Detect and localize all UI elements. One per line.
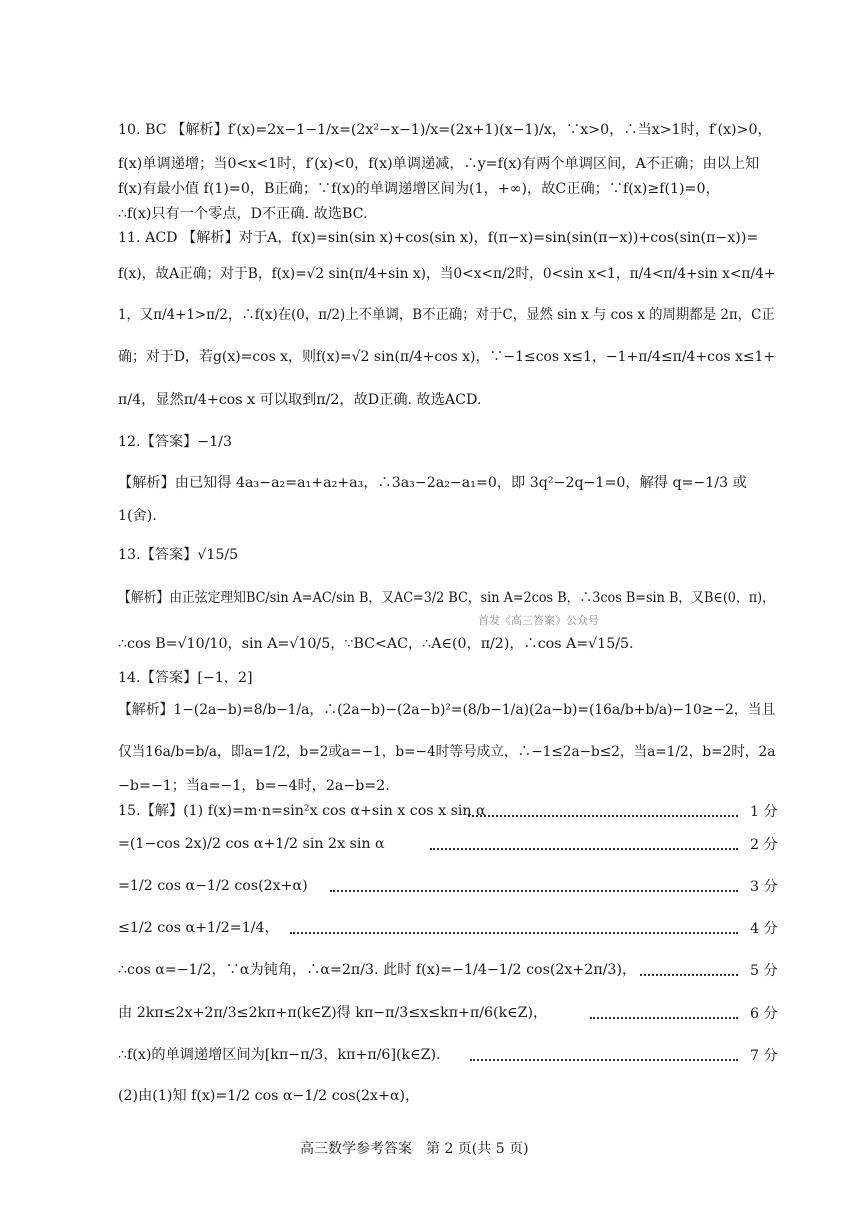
text-line: ∴f(x)只有一个零点，D不正确. 故选BC. — [118, 206, 368, 222]
page-footer: 高三数学参考答案 第 2 页(共 5 页) — [300, 1141, 529, 1157]
text-line: f(x)，故A正确；对于B，f(x)=√2 sin(π/4+sin x)，当0<x<π/2时，0<sin x<1，π/4<π/4+sin x<π/4+ — [118, 266, 776, 282]
text-line: 1(舍). — [118, 508, 157, 524]
dot-leader — [430, 848, 738, 850]
text-line: 11. ACD 【解析】对于A，f(x)=sin(sin x)+cos(sin x)，f(π−x)=sin(sin(π−x))+cos(sin(π−x))= — [118, 230, 759, 246]
score-mark: 2 分 — [750, 837, 778, 853]
text-line: (2)由(1)知 f(x)=1/2 cos α−1/2 cos(2x+α)， — [118, 1088, 420, 1104]
text-line: 【解析】由已知得 4a₃−a₂=a₁+a₂+a₃，∴3a₃−2a₂−a₁=0，即 3q²−2q−1=0，解得 q=−1/3 或 — [118, 475, 747, 491]
answer-heading: 13.【答案】√15/5 — [118, 547, 239, 563]
dot-leader — [590, 1017, 738, 1019]
text-line: ∴cos α=−1/2，∵α为钝角，∴α=2π/3. 此时 f(x)=−1/4−1/2 cos(2x+2π/3)， — [118, 962, 637, 978]
dot-leader — [640, 974, 738, 976]
text-line: 确；对于D，若g(x)=cos x，则f(x)=√2 sin(π/4+cos x)，∵−1≤cos x≤1，−1+π/4≤π/4+cos x≤1+ — [118, 349, 776, 365]
text-line: π/4，显然π/4+cos x 可以取到π/2，故D正确. 故选ACD. — [118, 392, 482, 408]
dot-leader — [290, 932, 738, 934]
dot-leader — [468, 815, 738, 817]
score-mark: 4 分 — [750, 921, 778, 937]
text-line: ≤1/2 cos α+1/2=1/4， — [118, 920, 279, 936]
text-line: 仅当16a/b=b/a，即a=1/2，b=2或a=−1，b=−4时等号成立，∴−1≤2a−b≤2，当a=1/2，b=2时，2a — [118, 744, 776, 760]
text-line: =1/2 cos α−1/2 cos(2x+α) — [118, 878, 308, 894]
text-line: ∴cos B=√10/10，sin A=√10/5，∵BC<AC，∴A∈(0，π/2)，∴cos A=√15/5. — [118, 636, 634, 652]
score-mark: 6 分 — [750, 1006, 778, 1022]
dot-leader — [330, 890, 738, 892]
text-line: ∴f(x)的单调递增区间为[kπ−π/3，kπ+π/6](k∈Z). — [118, 1047, 441, 1063]
score-mark: 7 分 — [750, 1048, 778, 1064]
answer-heading: 12.【答案】−1/3 — [118, 434, 233, 450]
score-mark: 3 分 — [750, 879, 778, 895]
text-line: 10. BC 【解析】f′(x)=2x−1−1/x=(2x²−x−1)/x=(2x+1)(x−1)/x，∵x>0，∴当x>1时，f′(x)>0， — [118, 122, 772, 138]
dot-leader — [470, 1059, 738, 1061]
score-mark: 1 分 — [750, 804, 778, 820]
text-line: f(x)单调递增；当0<x<1时，f′(x)<0，f(x)单调递减，∴y=f(x)有两个单调区间，A不正确；由以上知 — [118, 156, 760, 172]
text-line: f(x)有最小值 f(1)=0，B正确；∵f(x)的单调递增区间为(1，+∞)，故C正确；∵f(x)≥f(1)=0， — [118, 181, 720, 197]
text-line: =(1−cos 2x)/2 cos α+1/2 sin 2x sin α — [118, 836, 385, 852]
text-line: 【解析】由正弦定理知BC/sin A=AC/sin B，又AC=3/2 BC，sin A=2cos B，∴3cos B=sin B，又B∈(0，π)， — [118, 590, 775, 606]
text-line: 由 2kπ≤2x+2π/3≤2kπ+π(k∈Z)得 kπ−π/3≤x≤kπ+π/6(k∈Z)， — [118, 1005, 548, 1021]
watermark: 首发《高三答案》公众号 — [478, 614, 599, 627]
score-mark: 5 分 — [750, 963, 778, 979]
text-line: 1，又π/4+1>π/2，∴f(x)在(0，π/2)上不单调，B不正确；对于C，显然 sin x 与 cos x 的周期都是 2π，C正 — [118, 307, 775, 323]
text-line: −b=−1；当a=−1，b=−4时，2a−b=2. — [118, 778, 390, 794]
answer-heading: 14.【答案】[−1，2] — [118, 670, 253, 686]
text-line: 【解析】1−(2a−b)=8/b−1/a，∴(2a−b)−(2a−b)²=(8/b−1/a)(2a−b)=(16a/b+b/a)−10≥−2，当且 — [118, 702, 776, 718]
text-line: 15.【解】(1) f(x)=m·n=sin²x cos α+sin x cos x sin α — [118, 803, 486, 819]
